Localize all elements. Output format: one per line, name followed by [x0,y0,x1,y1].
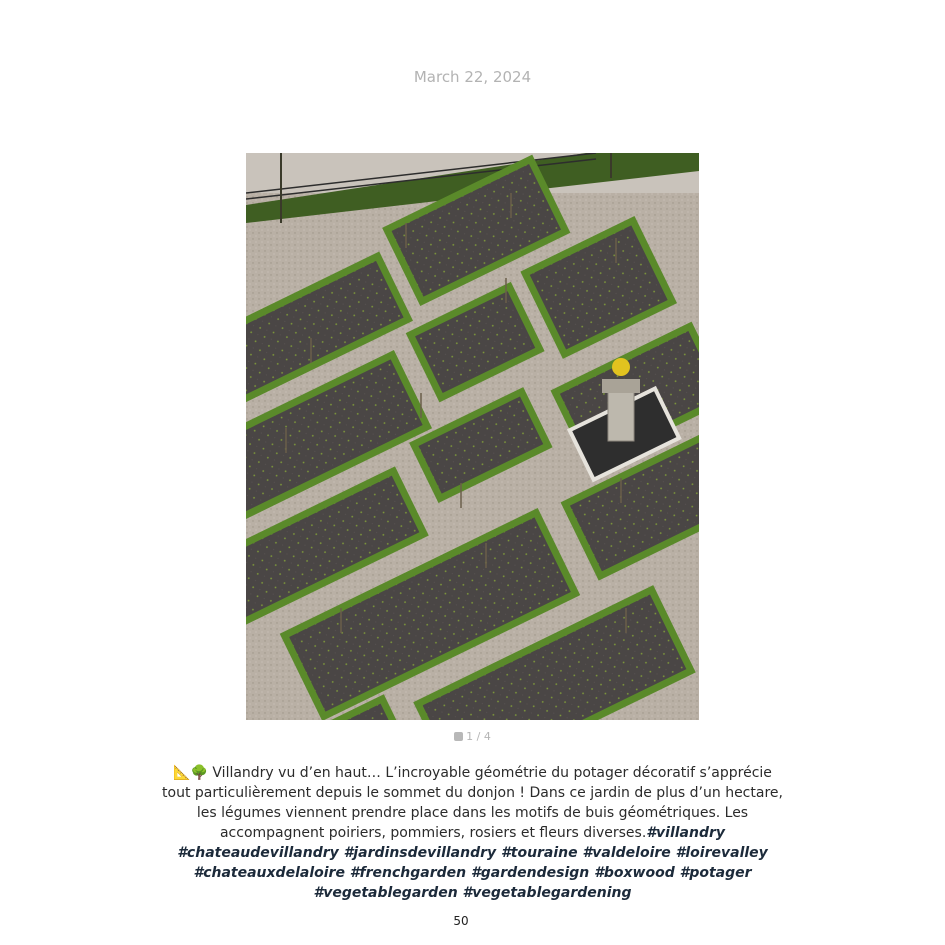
caption-hashtags[interactable]: #villandry #chateaudevillandry #jardinsdevillandry #touraine #valdeloire #loirevalley #chateauxdelaloire #frenchgarden #gardendesign #boxwood #potager #vegetablegarden #vegetablegardening [177,825,768,901]
post-caption [160,763,785,903]
page-number: 50 [453,914,469,928]
post-date: March 22, 2024 [413,68,532,86]
gallery-icon [454,732,463,741]
caption-text: Villandry vu d’en haut… L’incroyable géométrie du potager décoratif s’apprécie tout particulièrement depuis le sommet du donjon ! Dans ce jardin de plus d’un hectare, les légumes viennent prendre place dans les motifs de buis géométriques. Les accompagnent poiriers, pommiers, rosiers et fleurs diverses. [162,765,783,841]
pager-text: 1 / 4 [466,730,491,743]
carousel-indicator [0,730,945,743]
caption-emoji: 📐🌳 [173,765,208,781]
garden-photo[interactable] [246,153,699,720]
garden-photo-illustration [246,153,699,720]
